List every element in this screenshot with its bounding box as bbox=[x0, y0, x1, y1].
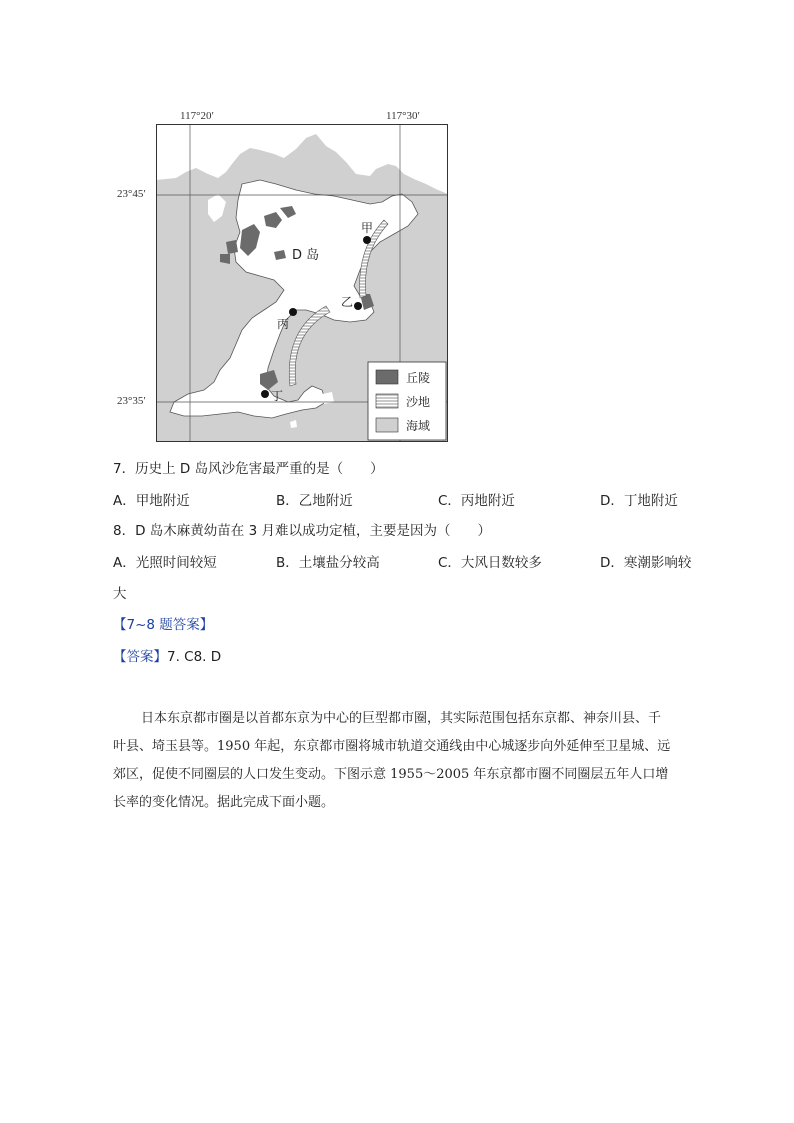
legend-label-hill: 丘陵 bbox=[406, 371, 431, 385]
passage-line-2: 叶县、埼玉县等。1950 年起，东京都市圈将城市轨道交通线由中心城逐步向外延伸至卫星城、远 bbox=[113, 739, 671, 754]
passage-line-1: 日本东京都市圈是以首都东京为中心的巨型都市圈，其实际范围包括东京都、神奈川县、千 bbox=[141, 711, 662, 726]
lat-label-top: 23°45′ bbox=[117, 188, 146, 200]
lat-label-bottom: 23°35′ bbox=[117, 395, 146, 407]
legend-swatch-hill bbox=[376, 370, 398, 384]
legend-label-sea: 海域 bbox=[406, 419, 431, 433]
island-map bbox=[156, 124, 448, 442]
answer-header: 【7~8 题答案】 bbox=[113, 617, 214, 633]
place-label-ding: 丁 bbox=[271, 389, 284, 403]
question-8-option-d[interactable]: D．寒潮影响较 bbox=[600, 555, 692, 571]
island-label: D 岛 bbox=[292, 248, 320, 263]
question-8-option-d-wrap: 大 bbox=[113, 586, 127, 602]
lon-label-right: 117°30′ bbox=[386, 110, 420, 122]
answer-tag: 【答案】 bbox=[113, 649, 167, 665]
question-7-stem: 7．历史上 D 岛风沙危害最严重的是（ ） bbox=[113, 461, 384, 477]
place-marker-ding bbox=[261, 390, 269, 398]
question-7-option-c[interactable]: C．丙地附近 bbox=[438, 493, 515, 509]
legend-label-sand: 沙地 bbox=[406, 395, 431, 409]
question-8-option-a[interactable]: A．光照时间较短 bbox=[113, 555, 217, 571]
passage-line-3: 郊区，促使不同圈层的人口发生变动。下图示意 1955～2005 年东京都市圈不同圈层五年人口增 bbox=[113, 767, 669, 782]
question-8-stem: 8．D 岛木麻黄幼苗在 3 月难以成功定植，主要是因为（ ） bbox=[113, 523, 491, 539]
legend-swatch-sea bbox=[376, 418, 398, 432]
lon-label-left: 117°20′ bbox=[180, 110, 214, 122]
question-7-option-a[interactable]: A．甲地附近 bbox=[113, 493, 190, 509]
place-marker-jia bbox=[363, 236, 371, 244]
question-7-option-b[interactable]: B．乙地附近 bbox=[276, 493, 353, 509]
place-marker-yi bbox=[354, 302, 362, 310]
question-8-option-b[interactable]: B．土壤盐分较高 bbox=[276, 555, 380, 571]
passage-line-4: 长率的变化情况。据此完成下面小题。 bbox=[113, 795, 335, 810]
answer-line bbox=[113, 645, 221, 665]
place-label-yi: 乙 bbox=[341, 295, 354, 309]
place-label-jia: 甲 bbox=[361, 221, 374, 235]
place-label-bing: 丙 bbox=[277, 317, 290, 331]
answer-text: 7. C8. D bbox=[167, 649, 222, 665]
hill bbox=[226, 240, 238, 254]
question-7-option-d[interactable]: D．丁地附近 bbox=[600, 493, 678, 509]
legend-swatch-sand bbox=[376, 394, 398, 408]
question-8-option-c[interactable]: C．大风日数较多 bbox=[438, 555, 542, 571]
place-marker-bing bbox=[289, 308, 297, 316]
